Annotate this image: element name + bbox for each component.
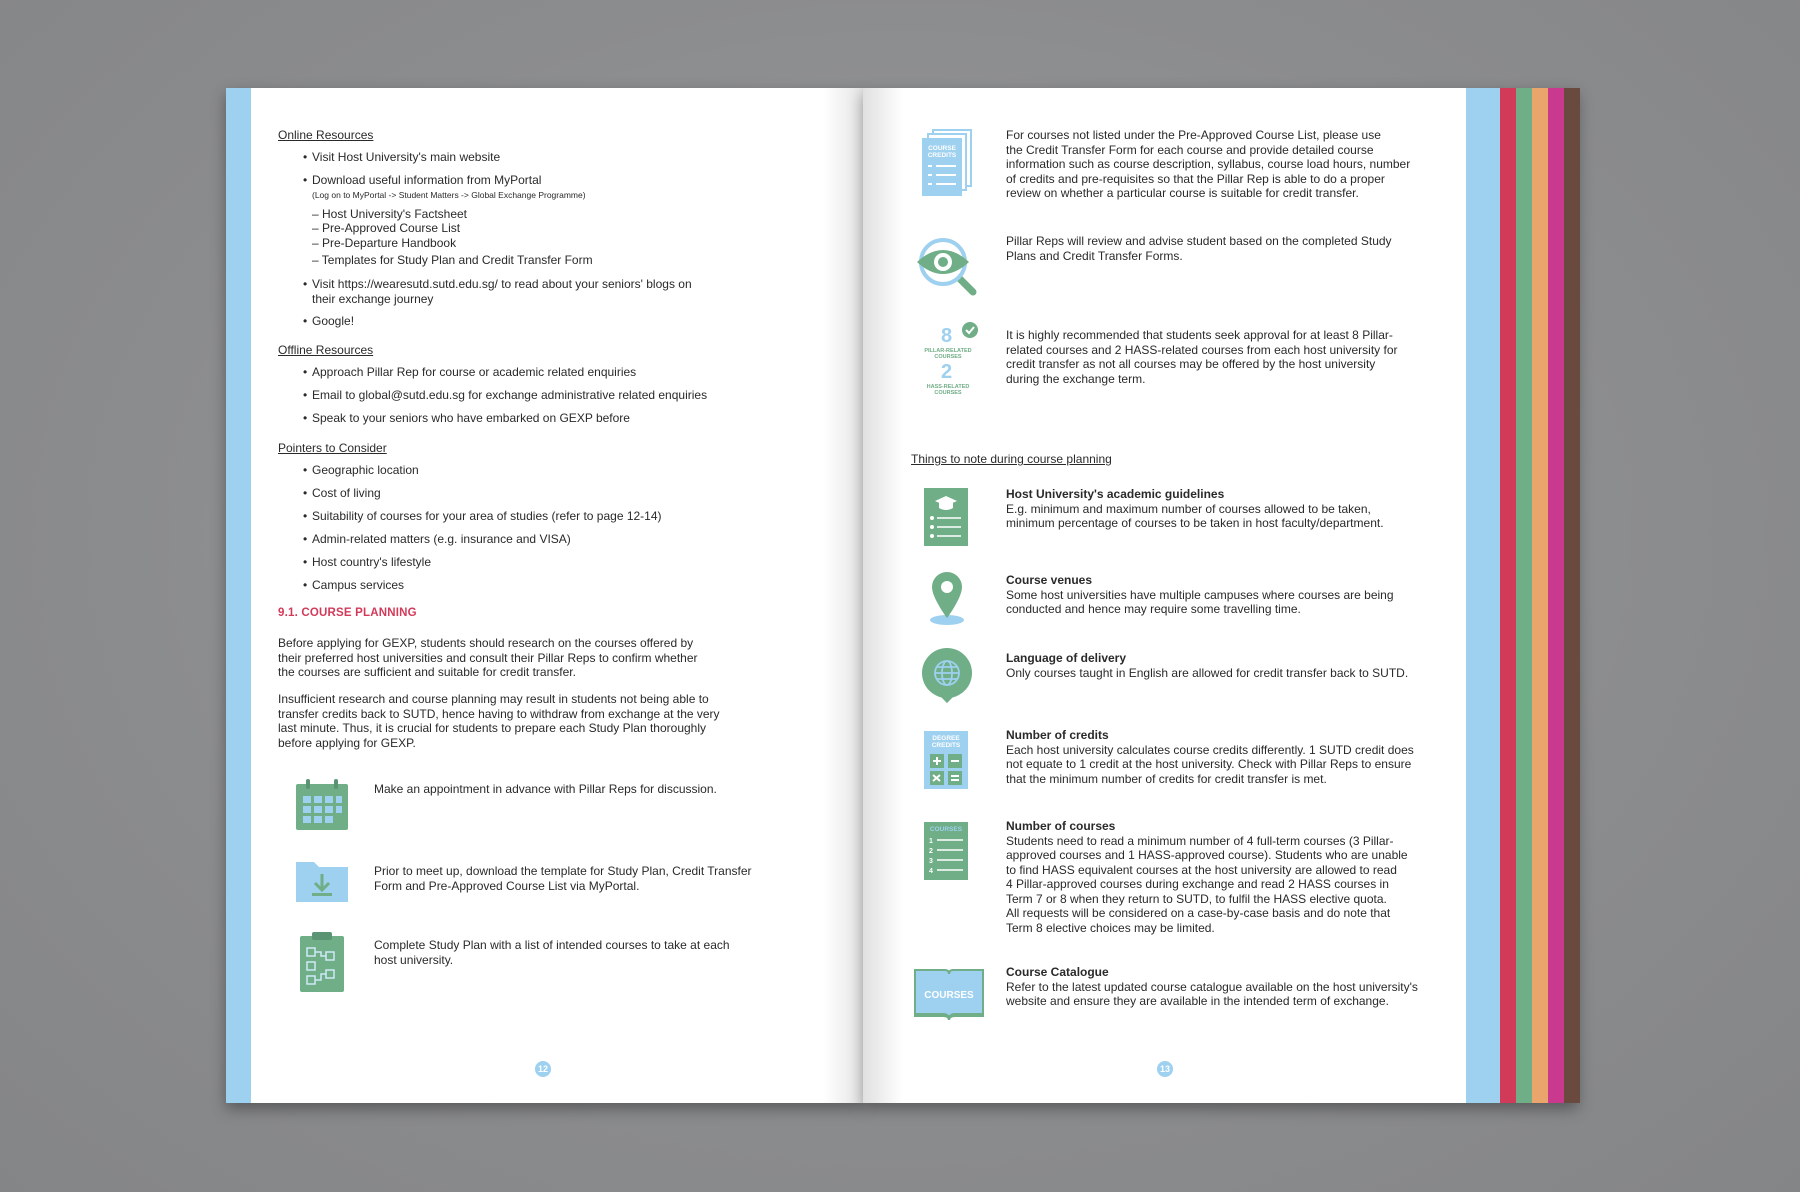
pointer-item: • Campus services	[312, 578, 404, 593]
sub-item: – Host University's Factsheet	[312, 207, 468, 221]
step-3-text: Complete Study Plan with a list of intended courses to take at each host university.	[374, 938, 730, 967]
online-item: • Download useful information from MyPortal	[312, 173, 541, 188]
note-venues: Course venues Some host universities have multiple campuses where courses are being conducted and hence may require some travelling time.	[1006, 573, 1394, 616]
left-color-bar	[226, 88, 251, 1103]
pillar-hass-courses-icon	[913, 321, 983, 401]
tab-brown	[1564, 88, 1580, 1103]
download-folder-icon	[294, 856, 350, 904]
location-pin-icon	[927, 570, 967, 626]
pillar-label: PILLAR-RELATED COURSES	[924, 348, 972, 360]
course-credits-documents-icon	[919, 128, 975, 198]
tab-blue	[1466, 88, 1500, 1103]
section-color-tabs	[1466, 88, 1580, 1103]
things-to-note-title: Things to note during course planning	[911, 452, 1112, 466]
intro-paragraph-1: Before applying for GEXP, students should research on the courses offered by their preferred host universities and consult their Pillar Reps to confirm whether the courses are sufficient and suitable for credit transfer.	[278, 636, 698, 679]
svg-text:1: 1	[929, 838, 933, 845]
pointer-item: • Cost of living	[312, 486, 381, 501]
sub-item: – Templates for Study Plan and Credit Transfer Form	[312, 253, 593, 267]
note-title: Number of courses	[1006, 819, 1116, 833]
google-item: • Google!	[312, 314, 354, 329]
step-1-text: Make an appointment in advance with Pillar Reps for discussion.	[374, 782, 717, 796]
offline-item: • Email to global@sutd.edu.sg for exchange administrative related enquiries	[312, 388, 707, 403]
svg-text:2: 2	[929, 848, 933, 855]
note-credits: Number of credits Each host university calculates course credits differently. 1 SUTD credit does not equate to 1 credit at the host university. Check with Pillar Reps to ensure that the minimum number of credits for credit transfer is met.	[1006, 728, 1414, 786]
note-catalogue: Course Catalogue Refer to the latest updated course catalogue available on the host university's website and ensure they are available in the intended term of exchange.	[1006, 965, 1418, 1008]
left-page	[226, 88, 863, 1103]
hass-label: HASS-RELATED COURSES	[926, 384, 970, 396]
course-catalogue-book-icon	[913, 966, 985, 1022]
sub-item: – Pre-Approved Course List	[312, 221, 461, 235]
review-magnifier-eye-icon	[913, 234, 979, 296]
study-plan-clipboard-icon	[298, 930, 346, 994]
degree-credits-label-1: DEGREE	[932, 735, 960, 742]
blog-item: • Visit https://wearesutd.sutd.edu.sg/ to read about your seniors' blogs on	[312, 277, 692, 292]
pointer-item: • Host country's lifestyle	[312, 555, 431, 570]
credit-transfer-form-text: For courses not listed under the Pre-Approved Course List, please use the Credit Transfer Form for each course and provide detailed course information such as course description, syllabus, course load hours, number of credits and pre-requisites so that the Pillar Rep is able to do a proper review on whether a particular course is suitable for credit transfer.	[1006, 128, 1411, 200]
check-badge-icon	[961, 321, 979, 339]
offline-item: • Approach Pillar Rep for course or academic related enquiries	[312, 365, 636, 380]
pillar-review-text: Pillar Reps will review and advise student based on the completed Study Plans and Credit Transfer Forms.	[1006, 234, 1392, 263]
pillar-count: 8	[941, 325, 953, 347]
catalogue-label: COURSES	[924, 990, 974, 1001]
svg-text:4: 4	[929, 868, 933, 875]
pointers-title: Pointers to Consider	[278, 441, 387, 455]
course-credits-label-2: CREDITS	[927, 152, 957, 159]
calendar-icon	[294, 778, 350, 832]
tab-red	[1500, 88, 1516, 1103]
intro-paragraph-2: Insufficient research and course planning may result in students not being able to transfer credits back to SUTD, hence having to withdraw from exchange at the very last minute. Thus, it is crucial for students to prepare each Study Plan thoroughly before applying for GEXP.	[278, 692, 720, 750]
page-number-right: 13	[1157, 1061, 1173, 1077]
course-planning-heading: 9.1. COURSE PLANNING	[278, 607, 417, 619]
sub-item: – Pre-Departure Handbook	[312, 236, 457, 250]
degree-credits-label-2: CREDITS	[931, 742, 961, 749]
pointer-item: • Suitability of courses for your area of studies (refer to page 12-14)	[312, 509, 662, 524]
note-courses: Number of courses Students need to read a minimum number of 4 full-term courses (3 Pillar- approved courses and 1 HASS-approved course). Students who are unable to find HASS equivalent courses at the host university are allowed to read 4 Pillar-approved courses during exchange and read 2 HASS courses in Term 7 or 8 when they return to SUTD, to fulfil the HASS elective quota. All requests will be considered on a case-by-case basis and do note that Term 8 elective choices may be limited.	[1006, 819, 1408, 935]
pointer-item: • Geographic location	[312, 463, 419, 478]
offline-item: • Speak to your seniors who have embarked on GEXP before	[312, 411, 630, 426]
note-guidelines: Host University's academic guidelines E.g. minimum and maximum number of courses allowed to be taken, minimum percentage of courses to be taken in host faculty/department.	[1006, 487, 1384, 530]
blog-item-cont: their exchange journey	[312, 292, 434, 306]
note-language: Language of delivery Only courses taught in English are allowed for credit transfer back to SUTD.	[1006, 651, 1409, 680]
note-title: Course Catalogue	[1006, 965, 1109, 979]
courses-list-icon	[923, 821, 969, 881]
note-title: Host University's academic guidelines	[1006, 487, 1225, 501]
offline-resources-title: Offline Resources	[278, 343, 374, 357]
step-2-text: Prior to meet up, download the template for Study Plan, Credit Transfer Form and Pre-Approved Course List via MyPortal.	[374, 864, 752, 893]
left-gutter-shadow	[823, 88, 863, 1103]
recommendation-text: It is highly recommended that students seek approval for at least 8 Pillar- related courses and 2 HASS-related courses from each host university for credit transfer as not all courses may be offered by the host university during the exchange term.	[1006, 328, 1398, 386]
degree-credits-calculator-icon	[923, 730, 969, 790]
note-title: Number of credits	[1006, 728, 1109, 742]
right-gutter-shadow	[863, 88, 903, 1103]
right-page	[863, 88, 1578, 1103]
pointer-item: • Admin-related matters (e.g. insurance and VISA)	[312, 532, 571, 547]
svg-text:3: 3	[929, 858, 933, 865]
tab-magenta	[1548, 88, 1564, 1103]
courses-list-label: COURSES	[929, 826, 963, 833]
myportal-note: (Log on to MyPortal -> Student Matters -> Global Exchange Programme)	[312, 190, 586, 200]
booklet-spread	[226, 88, 1578, 1103]
tab-orange	[1532, 88, 1548, 1103]
page-number-left: 12	[535, 1061, 551, 1077]
note-title: Course venues	[1006, 573, 1093, 587]
note-title: Language of delivery	[1006, 651, 1127, 665]
course-credits-label-1: COURSE	[928, 145, 956, 152]
hass-count: 2	[941, 361, 953, 383]
online-item: • Visit Host University's main website	[312, 150, 500, 165]
tab-green	[1516, 88, 1532, 1103]
academic-guidelines-icon	[923, 487, 969, 547]
online-resources-title: Online Resources	[278, 128, 374, 142]
language-globe-icon	[919, 648, 975, 704]
